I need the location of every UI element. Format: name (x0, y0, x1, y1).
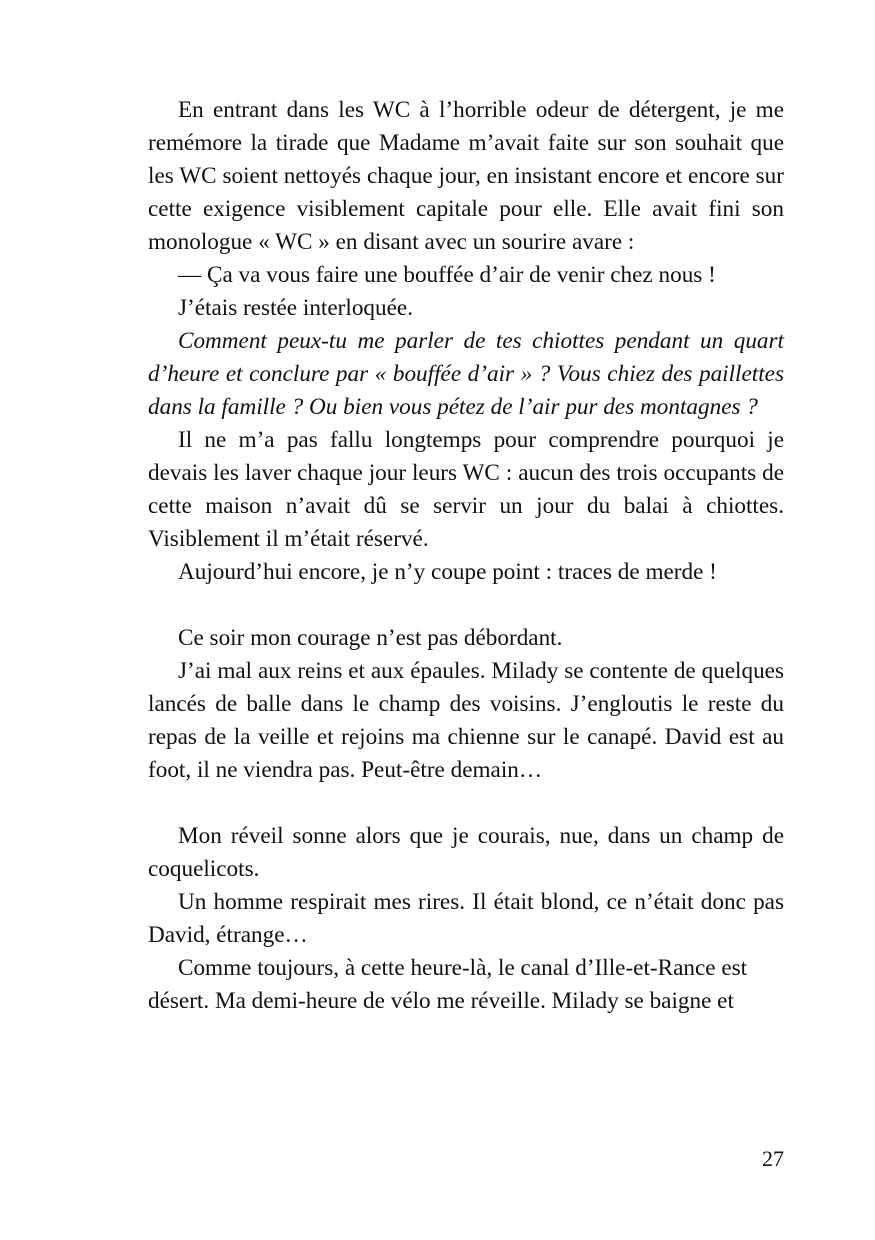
paragraph: Ce soir mon courage n’est pas débordant. (178, 625, 563, 651)
page-number: 27 (762, 1146, 784, 1171)
dialogue-line: — Ça va vous faire une bouffée d’air de venir chez nous ! (178, 262, 716, 288)
paragraph: J’étais restée interloquée. (178, 295, 413, 321)
paragraph: Un homme respirait mes rires. Il était blond, ce n’était donc pas David, étrange… (148, 889, 784, 948)
paragraph: Il ne m’a pas fallu longtemps pour comprendre pourquoi je devais les laver chaque jour leurs WC : aucun des trois occupants de cette maison n’avait dû se servir un jour du balai à chiottes. Visiblement il m’était réservé. (148, 427, 784, 552)
paragraph: Comme toujours, à cette heure-là, le canal d’Ille-et-Rance est désert. Ma demi-heure de vélo me réveille. Milady se baigne et (148, 955, 748, 1014)
paragraph: J’ai mal aux reins et aux épaules. Milady se contente de quelques lancés de balle dans le champ des voisins. J’engloutis le reste du repas de la veille et rejoins ma chienne sur le canapé. David est au foot, il ne viendra pas. Peut-être demain… (148, 658, 784, 783)
italic-thought-paragraph: Comment peux-tu me parler de tes chiottes pendant un quart d’heure et conclure par « bouffée d’air » ? Vous chiez des paillettes dans la famille ? Ou bien vous pétez de l’air pur des montagnes ? (148, 328, 784, 420)
section-break (148, 589, 784, 622)
paragraph: Aujourd’hui encore, je n’y coupe point : traces de merde ! (178, 559, 717, 585)
section-break (148, 787, 784, 820)
paragraph: Mon réveil sonne alors que je courais, nue, dans un champ de coquelicots. (148, 823, 784, 882)
page-body (148, 94, 784, 1018)
paragraph: En entrant dans les WC à l’horrible odeur de détergent, je me remémore la tirade que Madame m’avait faite sur son souhait que les WC soient nettoyés chaque jour, en insistant encore et encore sur cette exigence visiblement capitale pour elle. Elle avait fini son monologue « WC » en disant avec un sourire avare : (148, 97, 784, 255)
